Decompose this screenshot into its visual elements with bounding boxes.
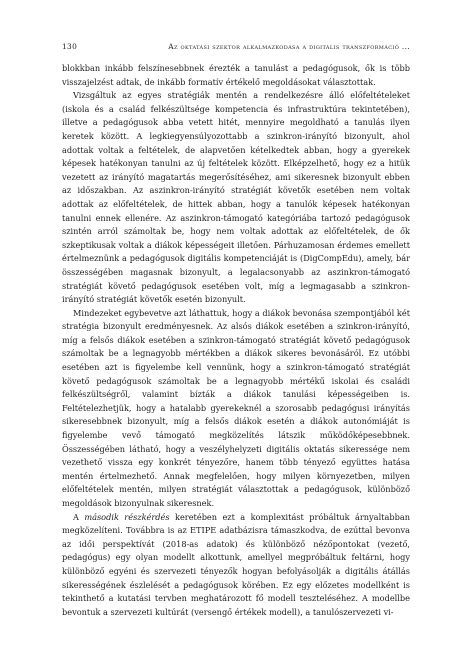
paragraph: blokkban inkább felszínesebbnek érezték a tanulást a pedagógusok, ők is több visszajelzést adtak, de inkább formatív értékelő megoldásokat választottak. — [62, 63, 410, 87]
emphasized-term: második részkérdés — [84, 511, 170, 522]
paragraph — [62, 511, 410, 620]
book-page — [62, 42, 410, 619]
paragraph-rest: keretében ezt a komplexitást próbáltuk árnyaltabban megközelíteni. Továbbra is az ETIPE adatbázisra támaszkodva, de ezúttal bevonva az idői perspektívát (2018-as adatok) és különböző nézőpontokat (vezető, pedagógus) egy olyan modellt alkottunk, amellyel megpróbáltuk feltárni, hogy különböző egyéni és szervezeti tényezők hogyan befolyásolják a digitális átállás sikerességének észlelését a pedagógusok körében. Ez egy előzetes modellként is tekinthető a kutatási tervben meghatározott fő modell teszteléséhez. A modellbe bevontuk a szervezeti kultúrát (versengő értékek modell), a tanulószervezeti vi- — [62, 511, 410, 617]
paragraph: Vizsgáltuk az egyes stratégiák mentén a rendelkezésre álló előfeltételeket (iskola és a család felkészültsége kompetencia és infrastruktúra tekintetében), illetve a pedagógusok abba vetett hitét, mennyire megoldható a tanulás ilyen keretek között. A legkiegyensúlyozottabb a szinkron-irányító bizonyult, ahol adottak voltak a feltételek, de alapvetően kételkedtek abban, hogy a gyerekek képesek hatékonyan tanulni az új feltételek között. Elképzelhető, hogy ez a hitük vezetett az irányító magatartás megerősítéséhez, ami sikeresnek bizonyult ebben az időszakban. Az aszinkron-irányító stratégiát követők esetében nem voltak adottak az előfeltételek, de hittek abban, hogy a tanulók képesek hatékonyan tanulni ennek ellenére. Az aszinkron-támogató kategóriába tartozó pedagógusok szintén arról számoltak be, hogy nem voltak adottak az előfeltételek, de ők szkeptikusak voltak a diákok képességeit illetően. Párhuzamosan érdemes emellett értelmeznünk a pedagógusok digitális kompetenciáját is (DigCompEdu), amely, bár összességében magasnak bizonyult, a legalacsonyabb az aszinkron-támogató stratégiát követő pedagógusok esetében volt, míg a legmagasabb a szinkron-irányító stratégiát követők esetén bizonyult. — [62, 90, 410, 305]
paragraph-lead: A — [73, 511, 85, 522]
body-text — [62, 62, 410, 619]
page-number: 130 — [62, 42, 78, 51]
running-title: Az oktatási szektor alkalmazkodása a digitális transzformáció ... — [168, 42, 410, 51]
running-header — [62, 42, 410, 51]
paragraph: Mindezeket egybevetve azt láthattuk, hogy a diákok bevonása szempontjából két stratégia bizonyult eredményesnek. Az alsós diákok esetében a szinkron-irányító, míg a felsős diákok esetében a szinkron-támogató stratégiát követő pedagógusok számoltak be a legnagyobb mértékben a diákok sikeres bevonásáról. Ez utóbbi esetében azt is figyelembe kell vennünk, hogy a szinkron-támogató stratégiát követő pedagógusok számoltak be a legnagyobb mértékű iskolai és családi felkészültségről, valamint bízták a diákok tanulási képességeiben is. Feltételezhetjük, hogy a hatalabb gyerekeknél a szorosabb pedagógusi irányítás sikeresebbnek bizonyult, míg a felsős diákok esetén a diákok autonómiáját is figyelembe vevő támogató megközelítés látszik működőképesebbnek. Összességében látható, hogy a veszélyhelyzeti digitális oktatás sikeressége nem vezethető vissza egy konkrét tényezőre, hanem több tényező együttes hatása mentén értelmezhető. Annak megfelelően, hogy milyen környezetben, milyen előfeltételek mentén, milyen stratégiát választottak a pedagógusok, különböző megoldások bizonyulnak sikeresnek. — [62, 307, 410, 508]
